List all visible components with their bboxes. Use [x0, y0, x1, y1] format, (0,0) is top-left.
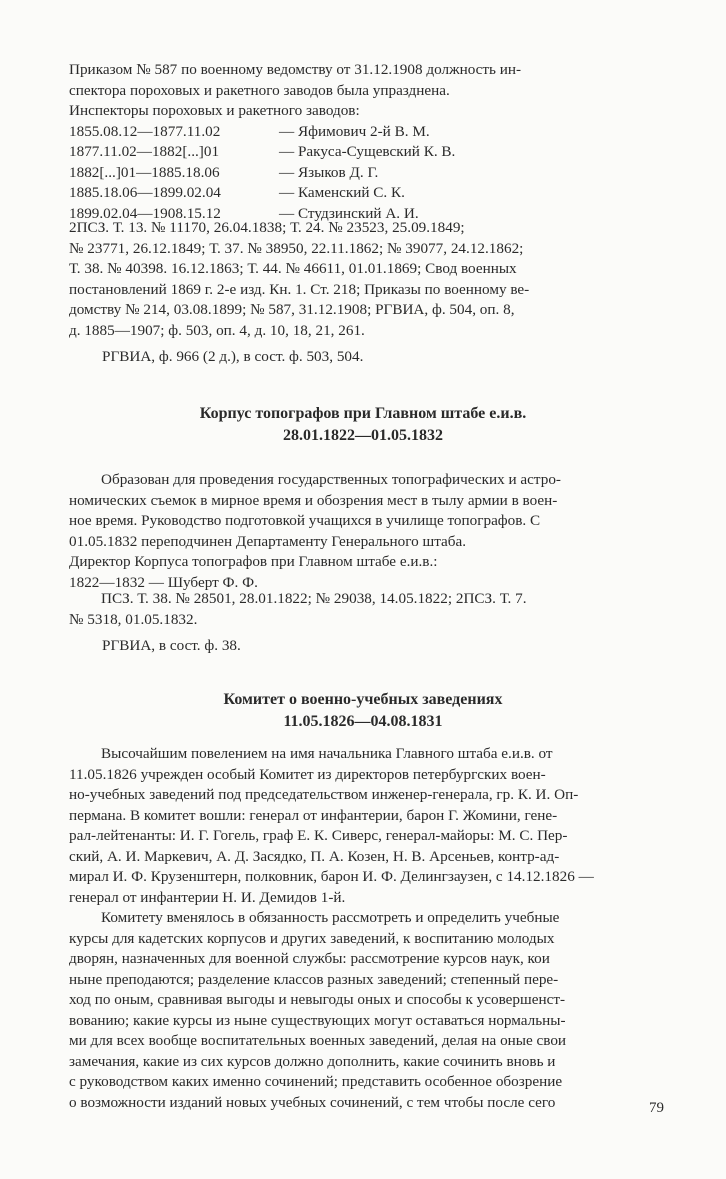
inspector-name: — Студзинский А. И.: [279, 204, 419, 222]
text-line: ныне преподаются; разделение классов разных заведений; степенный пере-: [69, 970, 559, 988]
text-line: № 23771, 26.12.1849; Т. 37. № 38950, 22.11.1862; № 39077, 24.12.1862;: [69, 239, 524, 257]
page-number: 79: [649, 1100, 664, 1116]
text-line: генерал от инфантерии Н. И. Демидов 1-й.: [69, 888, 346, 906]
text-line: ский, А. И. Маркевич, А. Д. Засядко, П. А. Козен, Н. В. Арсеньев, контр-ад-: [69, 847, 560, 865]
text-line: Приказом № 587 по военному ведомству от 31.12.1908 должность ин-: [69, 61, 522, 78]
text-line: но-учебных заведений под председательством инженер-генерала, гр. К. И. Оп-: [69, 786, 579, 803]
section-heading: [0, 689, 726, 733]
inspector-row: [69, 183, 690, 204]
text-line: ное время. Руководство подготовкой учащихся в училище топографов. С: [69, 512, 541, 529]
inspector-row: [69, 142, 690, 163]
inspector-row: [69, 122, 690, 143]
inspector-name: — Каменский С. К.: [279, 184, 405, 201]
text-line: рал-лейтенанты: И. Г. Гогель, граф Е. К. Сиверс, генерал-майоры: М. С. Пер-: [69, 827, 568, 844]
text-line: Образован для проведения государственных топографических и астро-: [101, 471, 561, 488]
text-line: пермана. В комитет вошли: генерал от инфантерии, барон Г. Жомини, гене-: [69, 806, 558, 824]
text-line: домству № 214, 03.08.1899; № 587, 31.12.1908; РГВИА, ф. 504, оп. 8,: [69, 301, 515, 318]
text-line: ми для всех вообще воспитательных военных заведений, делая на оные свои: [69, 1032, 567, 1049]
sources-paragraph: [69, 218, 690, 341]
inspector-period: 1882[...]01—1885.18.06: [69, 163, 220, 181]
section-dates: 28.01.1822—01.05.1832: [283, 427, 443, 444]
director-heading: Директор Корпуса топографов при Главном штабе е.и.в.:: [69, 553, 438, 570]
paragraph: [69, 744, 690, 908]
text-line: ПСЗ. Т. 38. № 28501, 28.01.1822; № 29038, 14.05.1822; 2ПСЗ. Т. 7.: [101, 590, 527, 607]
text-line: д. 1885—1907; ф. 503, оп. 4, д. 10, 18, 21, 261.: [69, 321, 365, 339]
archive-ref: РГВИА, в сост. ф. 38.: [102, 637, 241, 654]
intro-paragraph: [69, 60, 690, 224]
text-line: спектора пороховых и ракетного заводов была упразднена.: [69, 81, 450, 99]
text-line: Т. 38. № 40398. 16.12.1863; Т. 44. № 46611, 01.01.1869; Свод военных: [69, 260, 517, 277]
text-line: постановлений 1869 г. 2-е изд. Кн. 1. Ст. 218; Приказы по военному ве-: [69, 280, 530, 298]
inspector-name: — Яфимович 2-й В. М.: [279, 122, 430, 140]
text-line: 11.05.1826 учрежден особый Комитет из директоров петербургских воен-: [69, 765, 546, 783]
section-dates: 11.05.1826—04.08.1831: [283, 713, 443, 730]
text-line: 2ПСЗ. Т. 13. № 11170, 26.04.1838; Т. 24. № 23523, 25.09.1849;: [69, 219, 465, 236]
text-line: Высочайшим повелением на имя начальника Главного штаба е.и.в. от: [101, 745, 553, 762]
text-line: дворян, назначенных для военной службы: рассмотрение курсов наук, кои: [69, 950, 550, 967]
inspector-period: 1899.02.04—1908.15.12: [69, 204, 221, 222]
inspectors-heading: Инспекторы пороховых и ракетного заводов:: [69, 102, 360, 119]
text-line: ход по оным, сравнивая выгоды и невыгоды оных и способы к усовершенст-: [69, 991, 566, 1008]
text-line: курсы для кадетских корпусов и других заведений, к воспитанию молодых: [69, 929, 555, 947]
section-title: Комитет о военно-учебных заведениях: [223, 691, 503, 708]
section-body: [69, 470, 690, 593]
inspector-period: 1877.11.02—1882[...]01: [69, 143, 220, 160]
text-line: номических съемок в мирное время и обозрения мест в тылу армии в воен-: [69, 491, 558, 509]
text-line: мирал И. Ф. Крузенштерн, полковник, барон И. Ф. Делингзаузен, с 14.12.1826 —: [69, 868, 594, 885]
text-line: № 5318, 01.05.1832.: [69, 610, 198, 628]
director-entry: 1822—1832 — Шуберт Ф. Ф.: [69, 573, 258, 591]
sources-paragraph: [69, 589, 690, 630]
text-line: замечания, какие из сих курсов должно дополнить, какие сочинить вновь и: [69, 1052, 556, 1070]
inspector-period: 1855.08.12—1877.11.02: [69, 122, 221, 140]
inspector-name: — Языков Д. Г.: [279, 163, 379, 181]
text-line: 01.05.1832 переподчинен Департаменту Генерального штаба.: [69, 532, 467, 550]
text-line: с руководством каких именно сочинений; представить особенное обозрение: [69, 1073, 563, 1090]
text-line: Комитету вменялось в обязанность рассмотреть и определить учебные: [101, 909, 560, 926]
paragraph: [69, 908, 690, 1113]
section-heading: [0, 403, 726, 447]
archive-ref: РГВИА, ф. 966 (2 д.), в сост. ф. 503, 504.: [102, 348, 364, 365]
text-line: о возможности изданий новых учебных сочинений, с тем чтобы после сего: [69, 1093, 556, 1111]
section-title: Корпус топографов при Главном штабе е.и.в.: [199, 405, 527, 422]
inspector-period: 1885.18.06—1899.02.04: [69, 184, 221, 201]
inspector-name: — Ракуса-Сущевский К. В.: [279, 143, 456, 160]
text-line: вованию; какие курсы из ныне существующих могут оставаться нормальны-: [69, 1011, 566, 1029]
inspector-row: [69, 163, 690, 184]
